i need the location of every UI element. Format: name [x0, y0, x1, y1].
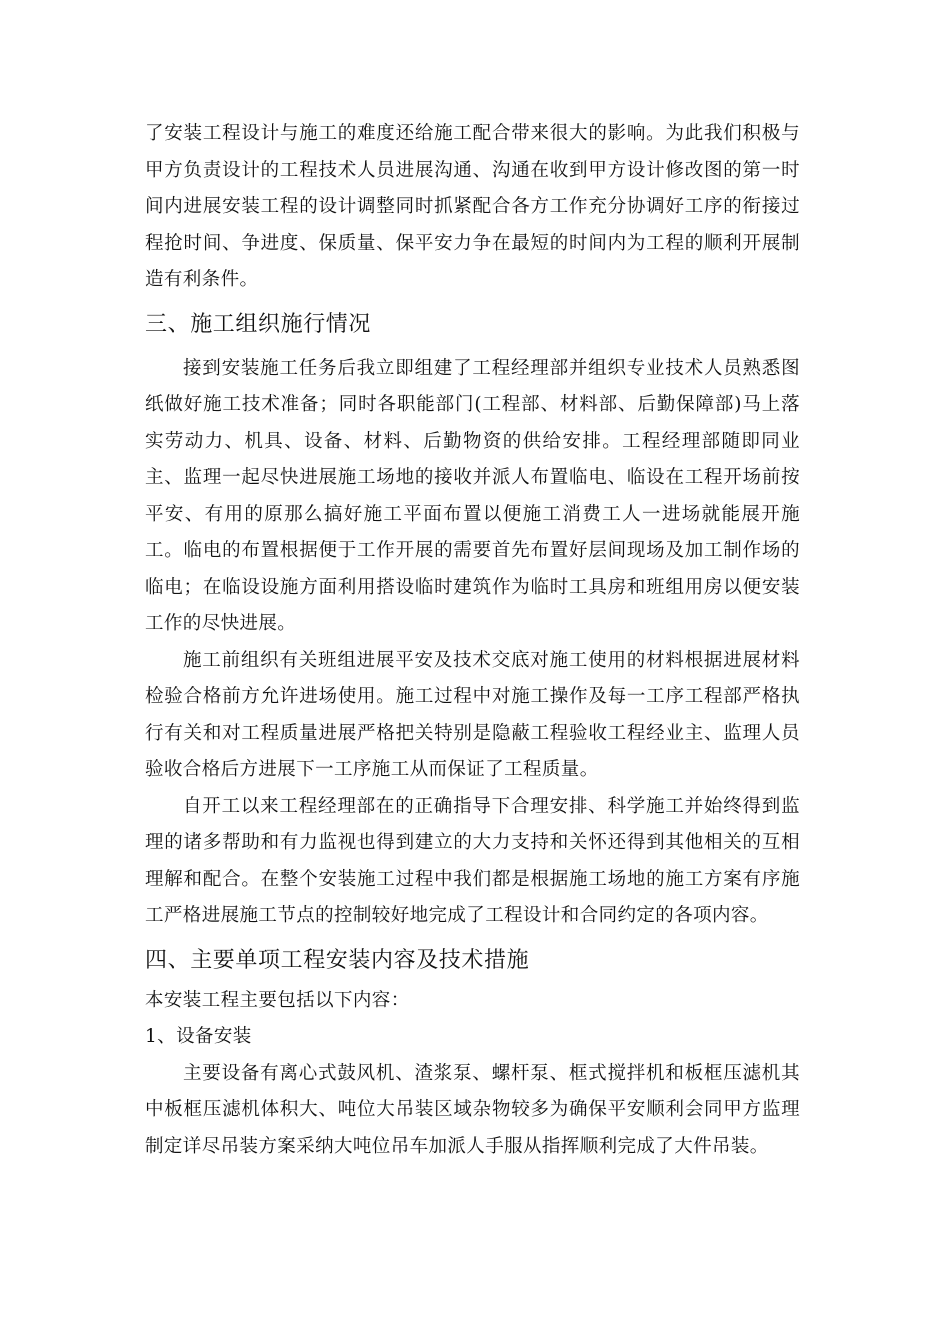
section-4-heading: 四、主要单项工程安装内容及技术措施	[145, 947, 530, 973]
section-3-heading: 三、施工组织施行情况	[145, 311, 372, 337]
document-body	[145, 116, 800, 1165]
item-1-paragraph: 主要设备有离心式鼓风机、渣浆泵、螺杆泵、框式搅拌机和板框压滤机其中板框压滤机体积大、吨位大吊装区域杂物较多为确保平安顺利会同甲方监理制定详尽吊装方案采纳大吨位吊车加派人手服从指挥顺利完成了大件吊装。	[145, 1062, 800, 1157]
section-3-paragraph-2: 施工前组织有关班组进展平安及技术交底对施工使用的材料根据进展材料检验合格前方允许进场使用。施工过程中对施工操作及每一工序工程部严格执行有关和对工程质量进展严格把关特别是隐蔽工程验收工程经业主、监理人员验收合格后方进展下一工序施工从而保证了工程质量。	[145, 649, 800, 780]
section-3-paragraph-1: 接到安装施工任务后我立即组建了工程经理部并组织专业技术人员熟悉图纸做好施工技术准备；同时各职能部门(工程部、材料部、后勤保障部)马上落实劳动力、机具、设备、材料、后勤物资的供给安排。工程经理部随即同业主、监理一起尽快进展施工场地的接收并派人布置临电、临设在工程开场前按平安、有用的原那么搞好施工平面布置以便施工消费工人一进场就能展开施工。临电的布置根据便于工作开展的需要首先布置好层间现场及加工制作场的临电；在临设设施方面利用搭设临时建筑作为临时工具房和班组用房以便安装工作的尽快进展。	[145, 357, 800, 634]
section-4-intro: 本安装工程主要包括以下内容：	[145, 989, 410, 1011]
item-1-title: 1、设备安装	[145, 1026, 252, 1047]
section-3-paragraph-3: 自开工以来工程经理部在的正确指导下合理安排、科学施工并始终得到监理的诸多帮助和有力监视也得到建立的大力支持和关怀还得到其他相关的互相理解和配合。在整个安装施工过程中我们都是根据施工场地的施工方案有序施工严格进展施工节点的控制较好地完成了工程设计和合同约定的各项内容。	[145, 795, 800, 926]
paragraph-intro: 了安装工程设计与施工的难度还给施工配合带来很大的影响。为此我们积极与甲方负责设计的工程技术人员进展沟通、沟通在收到甲方设计修改图的第一时间内进展安装工程的设计调整同时抓紧配合各方工作充分协调好工序的衔接过程抢时间、争进度、保质量、保平安力争在最短的时间内为工程的顺利开展制造有利条件。	[145, 123, 800, 290]
